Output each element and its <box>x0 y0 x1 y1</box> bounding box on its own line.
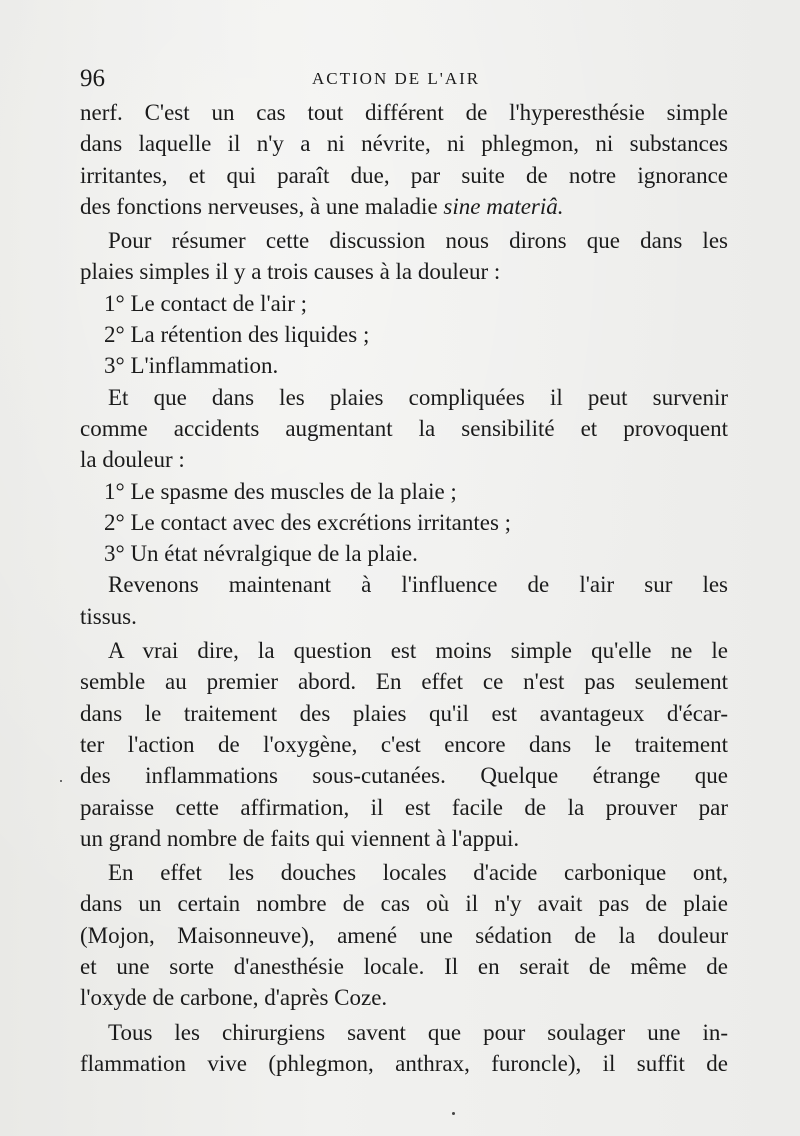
paper-speck <box>452 1112 455 1115</box>
text-line: dans le traitement des plaies qu'il est avantageux d'écar- <box>80 700 728 726</box>
text-line: irritantes, et qui paraît due, par suite de notre ignorance <box>80 162 728 188</box>
body-text <box>80 97 728 1079</box>
text-line: nerf. C'est un cas tout différent de l'hyperesthésie simple <box>80 100 728 125</box>
text-line: A vrai dire, la question est moins simple qu'elle ne le <box>108 638 728 664</box>
text-line: dans un certain nombre de cas où il n'y avait pas de plaie <box>80 891 728 917</box>
list-item: 1° Le spasme des muscles de la plaie ; <box>104 478 457 504</box>
text-line: dans laquelle il n'y a ni névrite, ni phlegmon, ni substances <box>80 131 728 157</box>
text-line: la douleur : <box>80 447 185 473</box>
text-line: plaies simples il y a trois causes à la douleur : <box>80 259 501 285</box>
text-line: ter l'action de l'oxygène, c'est encore dans le traitement <box>80 731 728 757</box>
text-line: et une sorte d'anesthésie locale. Il en serait de même de <box>80 954 728 980</box>
text-line: En effet les douches locales d'acide carbonique ont, <box>108 860 728 886</box>
list-item: 1° Le contact de l'air ; <box>104 290 308 316</box>
text-line: l'oxyde de carbone, d'après Coze. <box>80 985 388 1011</box>
text-segment: des fonctions nerveuses, à une maladie <box>80 193 444 219</box>
text-line: semble au premier abord. En effet ce n'est pas seulement <box>80 669 728 695</box>
text-line: paraisse cette affirmation, il est facile de la prouver par <box>80 794 728 820</box>
running-head: ACTION DE L'AIR <box>312 69 481 88</box>
text-line: comme accidents augmentant la sensibilité et provoquent <box>80 415 728 441</box>
text-line: (Mojon, Maisonneuve), amené une sédation de la douleur <box>80 922 728 948</box>
list-item: 2° La rétention des liquides ; <box>104 322 370 348</box>
page-header <box>80 64 730 94</box>
text-line: Tous les chirurgiens savent que pour soulager une in- <box>108 1019 728 1045</box>
paper-speck <box>60 780 62 782</box>
text-line <box>80 191 728 222</box>
text-line: Et que dans les plaies compliquées il peut survenir <box>108 384 728 410</box>
text-line: flammation vive (phlegmon, anthrax, furoncle), il suffit de <box>80 1050 728 1076</box>
text-line: Revenons maintenant à l'influence de l'air sur les <box>108 572 728 598</box>
italic-phrase: sine materiâ. <box>443 193 564 219</box>
text-line: des inflammations sous-cutanées. Quelque étrange que <box>80 763 728 789</box>
list-item: 3° Un état névralgique de la plaie. <box>104 541 418 567</box>
list-item: 3° L'inflammation. <box>104 353 279 379</box>
text-line: tissus. <box>80 603 137 629</box>
text-line: un grand nombre de faits qui viennent à l'appui. <box>80 825 520 851</box>
text-line: Pour résumer cette discussion nous dirons que dans les <box>108 228 728 254</box>
page-number: 96 <box>80 65 105 92</box>
list-item: 2° Le contact avec des excrétions irritantes ; <box>104 509 512 535</box>
